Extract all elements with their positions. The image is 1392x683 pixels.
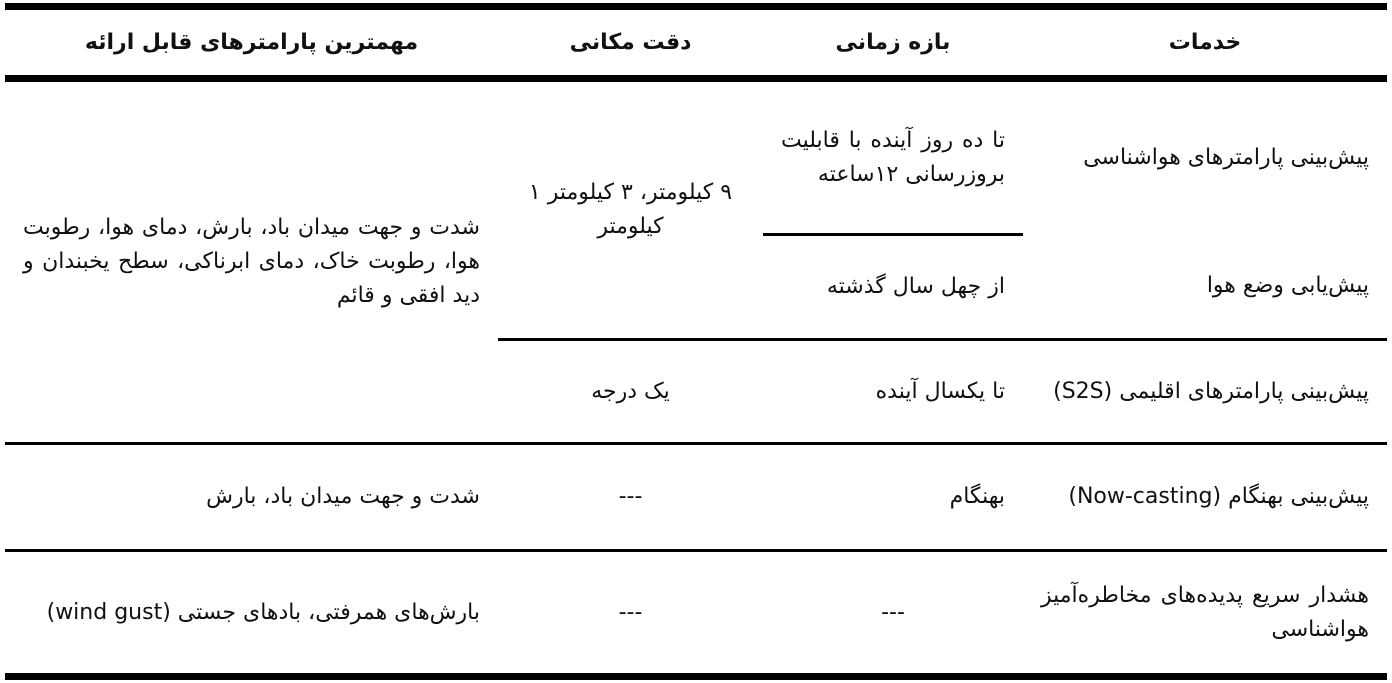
- cell-time-range: از چهل سال گذشته: [826, 274, 1005, 299]
- header-services: خدمات: [1023, 7, 1387, 79]
- parameters-text: بارش‌های همرفتی، بادهای جستی: [177, 599, 480, 625]
- cell-service: هشدار سریع پدیده‌های مخاطره‌آمیز هواشناسی: [1023, 551, 1387, 677]
- cell-spatial-resolution: یک درجه: [498, 340, 763, 444]
- cell-service: پیش‌یابی وضع هوا: [1206, 273, 1369, 299]
- cell-spatial-resolution: ---: [498, 444, 763, 551]
- cell-time-range: تا یکسال آینده: [763, 340, 1023, 444]
- cell-service: پیش‌بینی بهنگام (Now-casting): [1023, 444, 1387, 551]
- cell-spatial-resolution: ۹ کیلومتر، ۳ کیلومتر ۱ کیلومتر: [528, 180, 733, 239]
- cell-time-range: بهنگام: [763, 444, 1023, 551]
- header-parameters: مهمترین پارامترهای قابل ارائه: [5, 7, 498, 79]
- service-code: (S2S): [1053, 378, 1113, 404]
- parameters-code: (wind gust): [46, 599, 171, 625]
- cell-parameters: شدت و جهت میدان باد، بارش: [5, 444, 498, 551]
- header-spatial-resolution: دقت مکانی: [498, 7, 763, 79]
- table-row: [5, 551, 1387, 677]
- table-row: [5, 79, 1387, 235]
- cell-service: [1023, 340, 1387, 444]
- meteorology-services-table: [5, 3, 1387, 680]
- header-row: [5, 7, 1387, 79]
- cell-service: پیش‌بینی پارامترهای هواشناسی: [1083, 145, 1369, 171]
- header-time-range: بازه زمانی: [763, 7, 1023, 79]
- cell-parameters: [5, 551, 498, 677]
- table-row: [5, 444, 1387, 551]
- cell-spatial-resolution: ---: [498, 551, 763, 677]
- cell-parameters: شدت و جهت میدان باد، بارش، دمای هوا، رطوبت هوا، رطوبت خاک، دمای ابرناکی، سطح یخبندان و دید افقی و قائم: [5, 79, 498, 444]
- cell-time-range: ---: [763, 551, 1023, 677]
- service-text: پیش‌بینی پارامترهای اقلیمی: [1119, 378, 1369, 404]
- cell-time-range: تا ده روز آینده با قابلیت بروزرسانی ۱۲ساعته: [763, 79, 1023, 235]
